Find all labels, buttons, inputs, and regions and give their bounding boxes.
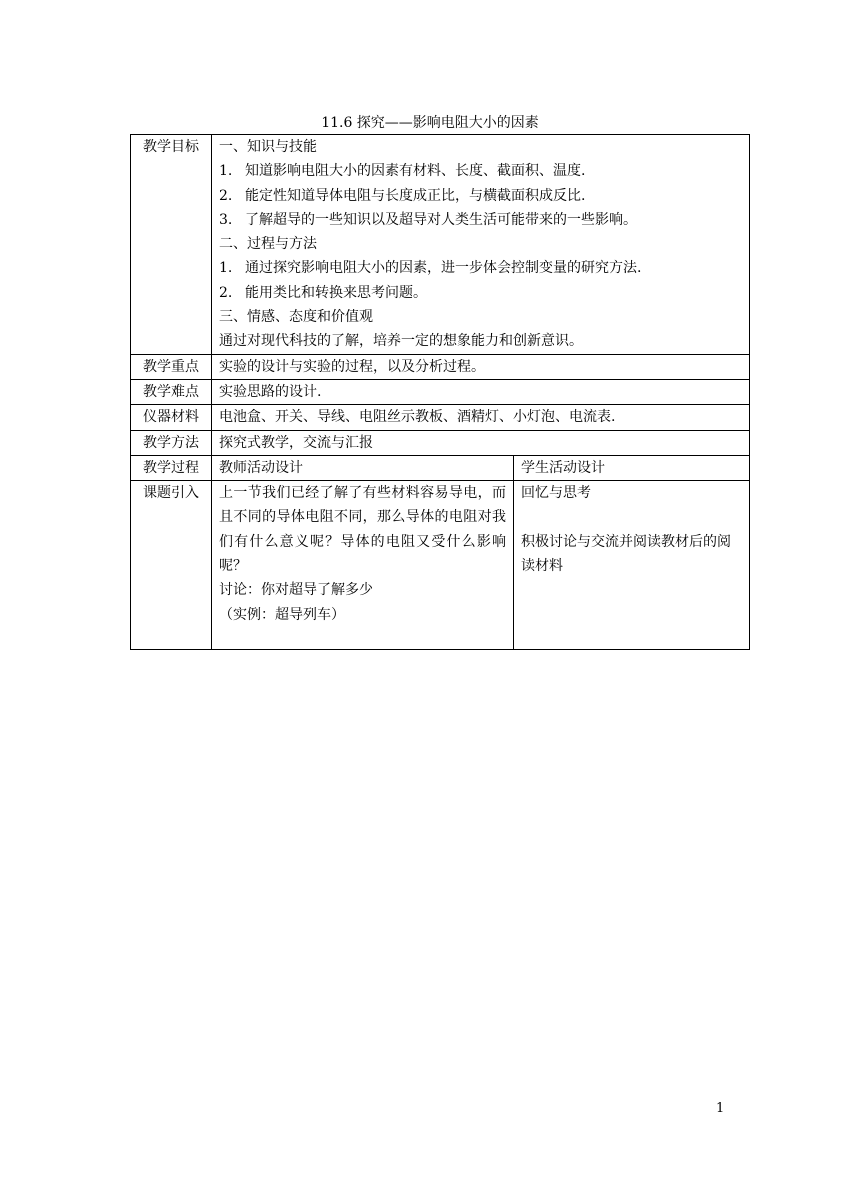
teacher-example: （实例：超导列车） <box>219 606 345 623</box>
list-number: 2. <box>219 284 233 301</box>
equipment-label: 仪器材料 <box>131 405 212 430</box>
list-number: 3. <box>219 211 233 228</box>
objectives-section1-title: 一、知识与技能 <box>219 139 317 155</box>
list-text: 知道影响电阻大小的因素有材料、长度、截面积、温度. <box>245 163 586 180</box>
list-text: 了解超导的一些知识以及超导对人类生活可能带来的一些影响。 <box>245 211 637 228</box>
objectives-section3-text: 通过对现代科技的了解，培养一定的想象能力和创新意识。 <box>219 333 583 350</box>
objectives-content <box>212 135 750 355</box>
method-row <box>131 430 750 455</box>
difficulty-row <box>131 379 750 404</box>
process-row <box>131 455 750 480</box>
student-header: 学生活动设计 <box>514 455 750 480</box>
list-number: 1. <box>219 260 233 277</box>
difficulty-value: 实验思路的设计. <box>212 379 750 404</box>
list-item <box>219 159 742 183</box>
difficulty-label: 教学难点 <box>131 379 212 404</box>
intro-label: 课题引入 <box>131 481 212 650</box>
student-activity-cell <box>514 481 750 650</box>
list-item <box>219 208 742 232</box>
objectives-row <box>131 135 750 355</box>
teacher-discussion: 讨论：你对超导了解多少 <box>219 582 373 599</box>
objectives-section3-title: 三、情感、态度和价值观 <box>219 309 373 326</box>
student-activity-line2: 积极讨论与交流并阅读教材后的阅读材料 <box>521 533 731 575</box>
key-point-value: 实验的设计与实验的过程，以及分析过程。 <box>212 354 750 379</box>
teacher-activity-text: 上一节我们已经了解了有些材料容易导电，而且不同的导体电阻不同，那么导体的电阻对我们有什么意义呢？导体的电阻又受什么影响呢？ <box>219 485 506 575</box>
spacer <box>521 505 742 529</box>
document-title: 11.6 探究——影响电阻大小的因素 <box>321 115 539 131</box>
student-activity-line1: 回忆与思考 <box>521 485 591 502</box>
key-point-row <box>131 354 750 379</box>
objectives-section2-title: 二、过程与方法 <box>219 236 317 253</box>
list-item <box>219 281 742 305</box>
key-point-label: 教学重点 <box>131 354 212 379</box>
intro-row <box>131 481 750 650</box>
list-text: 能定性知道导体电阻与长度成正比，与横截面积成反比. <box>245 187 586 204</box>
list-text: 能用类比和转换来思考问题。 <box>245 284 427 301</box>
list-text: 通过探究影响电阻大小的因素，进一步体会控制变量的研究方法. <box>245 260 642 277</box>
list-item <box>219 184 742 208</box>
list-item <box>219 256 742 280</box>
process-label: 教学过程 <box>131 455 212 480</box>
method-value: 探究式教学，交流与汇报 <box>212 430 750 455</box>
objectives-label: 教学目标 <box>131 135 212 355</box>
list-number: 2. <box>219 187 233 204</box>
list-number: 1. <box>219 163 233 180</box>
teacher-activity-cell <box>212 481 514 650</box>
equipment-row <box>131 405 750 430</box>
page-number: 1 <box>716 1101 725 1116</box>
equipment-value: 电池盒、开关、导线、电阻丝示教板、酒精灯、小灯泡、电流表. <box>212 405 750 430</box>
method-label: 教学方法 <box>131 430 212 455</box>
teacher-header: 教师活动设计 <box>212 455 514 480</box>
lesson-plan-table <box>130 134 750 650</box>
